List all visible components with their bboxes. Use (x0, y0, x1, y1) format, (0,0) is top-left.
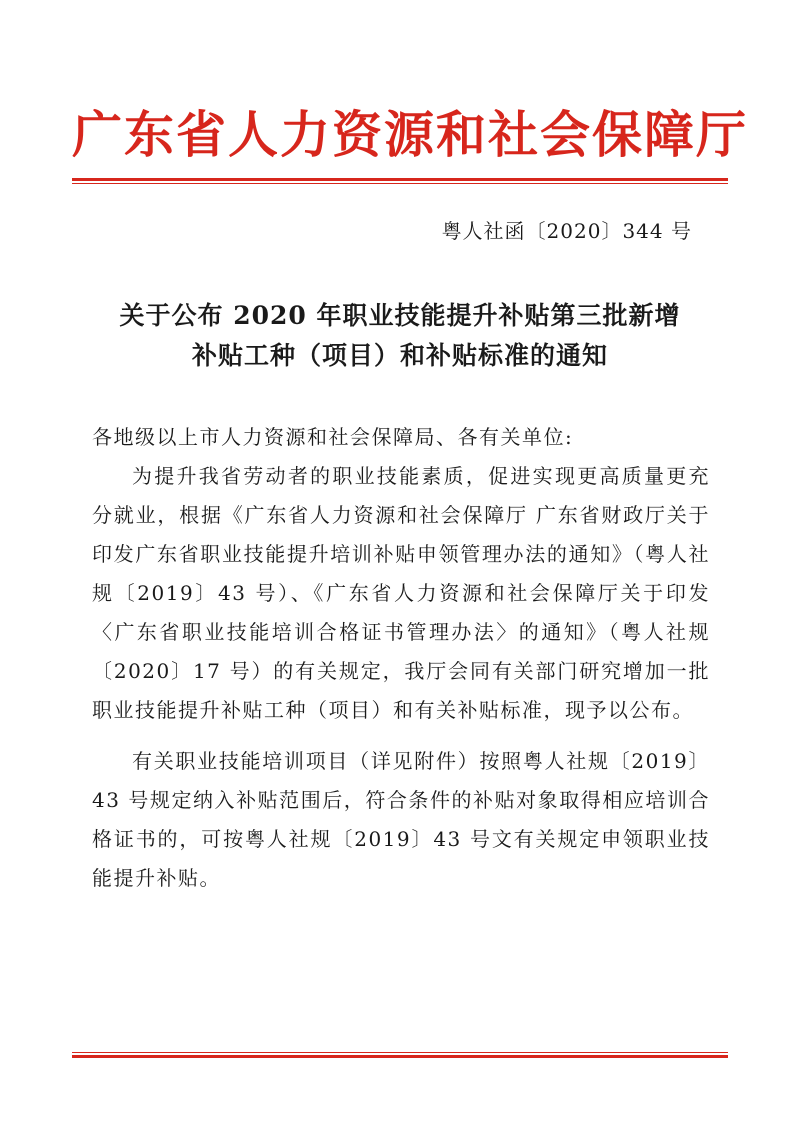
body-paragraph-2: 有关职业技能培训项目（详见附件）按照粤人社规〔2019〕43 号规定纳入补贴范围后，符合条件的补贴对象取得相应培训合格证书的，可按粤人社规〔2019〕43 号文有关规定申领职业技能提升补贴。 (92, 749, 710, 890)
agency-masthead: 广东省人力资源和社会保障厅 (72, 105, 748, 164)
document-body (92, 418, 710, 898)
salutation: 各地级以上市人力资源和社会保障局、各有关单位: (92, 425, 574, 449)
document-title (80, 296, 720, 376)
document-number: 粤人社函〔2020〕344 号 (441, 219, 692, 243)
title-line-1: 关于公布 2020 年职业技能提升补贴第三批新增 (119, 301, 681, 330)
body-paragraph-1: 为提升我省劳动者的职业技能素质，促进实现更高质量更充分就业，根据《广东省人力资源和社会保障厅 广东省财政厅关于印发广东省职业技能提升培训补贴申领管理办法的通知》（粤人社规〔2019〕43 号）、《广东省人力资源和社会保障厅关于印发〈广东省职业技能培训合格证书管理办法〉的通知》（粤人社规〔2020〕17 号）的有关规定，我厅会同有关部门研究增加一批职业技能提升补贴工种（项目）和有关补贴标准，现予以公布。 (92, 464, 710, 722)
title-line-2: 补贴工种（项目）和补贴标准的通知 (191, 341, 608, 370)
